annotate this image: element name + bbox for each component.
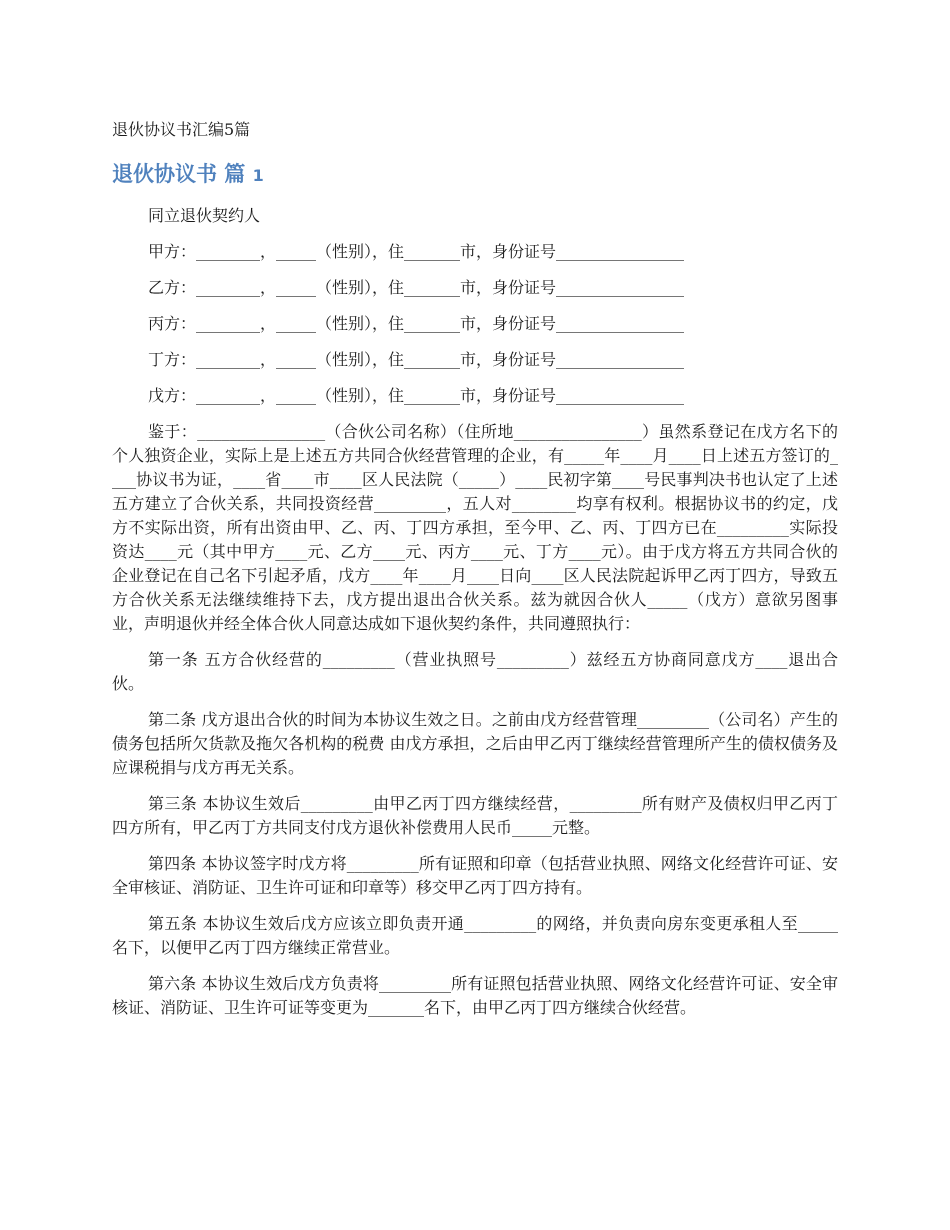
article-1: 第一条 五方合伙经营的_________（营业执照号_________）兹经五方协商同意戊方____退出合伙。	[112, 650, 838, 693]
article-4: 第四条 本协议签字时戊方将_________所有证照和印章（包括营业执照、网络文化经营许可证、安全审核证、消防证、卫生许可证和印章等）移交甲乙丙丁四方持有。	[112, 854, 838, 897]
party-line-jia: 甲方：________，_____（性别），住_______市，身份证号________________	[148, 242, 685, 261]
article-2: 第二条 戊方退出合伙的时间为本协议生效之日。之前由戊方经营管理_________（公司名）产生的债务包括所欠货款及拖欠各机构的税费 由戊方承担，之后由甲乙丙丁继续经营管理所产生的债权债务及应课税捐与戊方再无关系。	[112, 710, 838, 777]
party-line-yi: 乙方：________，_____（性别），住_______市，身份证号________________	[148, 278, 685, 297]
document-title: 退伙协议书汇编5篇	[112, 120, 251, 139]
party-line-bing: 丙方：________，_____（性别），住_______市，身份证号________________	[148, 314, 685, 333]
article-3: 第三条 本协议生效后_________由甲乙丙丁四方继续经营，_________所有财产及债权归甲乙丙丁四方所有，甲乙丙丁方共同支付戊方退伙补偿费用人民币_____元整。	[112, 794, 838, 837]
section-heading-number: 1	[252, 166, 264, 185]
article-6: 第六条 本协议生效后戊方负责将_________所有证照包括营业执照、网络文化经营许可证、安全审核证、消防证、卫生许可证等变更为_______名下，由甲乙丙丁四方继续合伙经营。	[112, 974, 838, 1017]
section-heading	[112, 160, 838, 190]
section-heading-text: 退伙协议书 篇	[112, 162, 246, 186]
document-page	[112, 118, 838, 1032]
party-line-wu: 戊方：________，_____（性别），住_______市，身份证号________________	[148, 386, 685, 405]
article-5: 第五条 本协议生效后戊方应该立即负责开通_________的网络，并负责向房东变更承租人至_____名下，以便甲乙丙丁四方继续正常营业。	[112, 914, 838, 957]
preamble-paragraph: 鉴于：________________（合伙公司名称）（住所地________________）虽然系登记在戊方名下的个人独资企业，实际上是上述五方共同合伙经营管理的企业，有_____年____月____日上述五方签订的____协议书为证，____省____市____区人民法院（_____）____民初字第____号民事判决书也认定了上述五方建立了合伙关系，共同投资经营_________，五人对________均享有权利。根据协议书的约定，戊方不实际出资，所有出资由甲、乙、丙、丁四方承担，至今甲、乙、丙、丁四方已在_________实际投资达____元（其中甲方____元、乙方____元、丙方____元、丁方____元）。由于戊方将五方共同合伙的企业登记在自己名下引起矛盾，戊方____年____月____日向____区人民法院起诉甲乙丙丁四方，导致五方合伙关系无法继续维持下去，戊方提出退出合伙关系。兹为就因合伙人_____（戊方）意欲另图事业，声明退伙并经全体合伙人同意达成如下退伙契约条件，共同遵照执行：	[112, 422, 838, 633]
intro-line: 同立退伙契约人	[148, 206, 261, 225]
party-line-ding: 丁方：________，_____（性别），住_______市，身份证号________________	[148, 350, 685, 369]
